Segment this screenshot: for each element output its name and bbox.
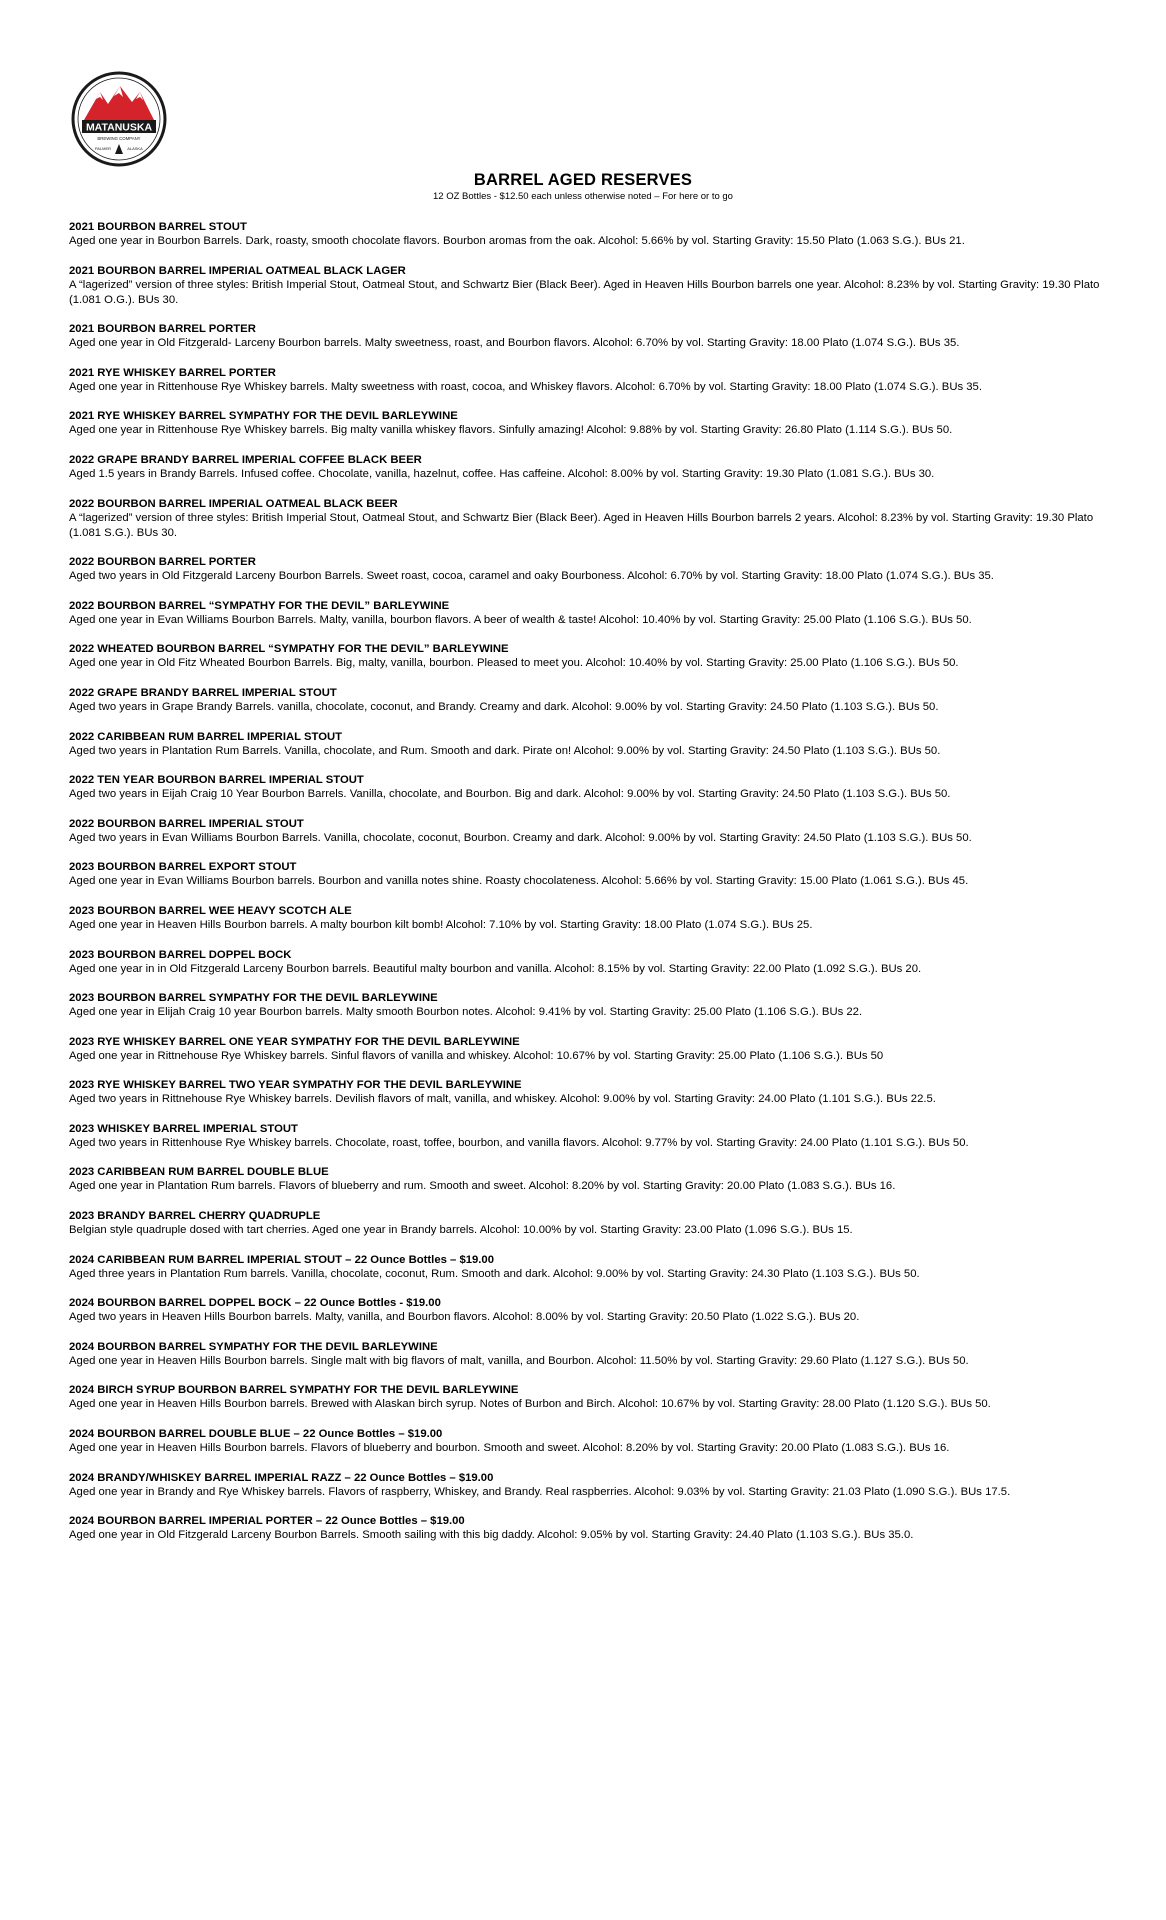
beer-description: Aged 1.5 years in Brandy Barrels. Infused coffee. Chocolate, vanilla, hazelnut, coffee. Has caffeine. Alcohol: 8.00% by vol. Starting Gravity: 19.30 Plato (1.081 S.G.). BUs 30.	[69, 467, 935, 480]
beer-description: Aged one year in in Old Fitzgerald Larceny Bourbon barrels. Beautiful malty bourbon and vanilla. Alcohol: 8.15% by vol. Starting Gravity: 22.00 Plato (1.092 S.G.). BUs 20.	[69, 962, 922, 975]
beer-title: 2024 BIRCH SYRUP BOURBON BARREL SYMPATHY FOR THE DEVIL BARLEYWINE	[69, 1384, 519, 1397]
beer-title: 2022 GRAPE BRANDY BARREL IMPERIAL STOUT	[69, 686, 337, 699]
list-item	[69, 730, 1109, 759]
beer-title: 2024 BOURBON BARREL DOUBLE BLUE – 22 Ounce Bottles – $19.00	[69, 1428, 443, 1441]
beer-list	[69, 220, 1109, 1558]
beer-title: 2022 BOURBON BARREL IMPERIAL STOUT	[69, 817, 304, 830]
beer-description: Aged one year in Bourbon Barrels. Dark, roasty, smooth chocolate flavors. Bourbon aromas from the oak. Alcohol: 5.66% by vol. Starting Gravity: 15.50 Plato (1.063 S.G.). BUs 21.	[69, 235, 965, 247]
beer-description: Aged one year in Brandy and Rye Whiskey barrels. Flavors of raspberry, Whiskey, and Brandy. Real raspberries. Alcohol: 9.03% by vol. Starting Gravity: 21.03 Plato (1.090 S.G.). BUs 17.5.	[69, 1485, 1011, 1498]
beer-description: Aged three years in Plantation Rum barrels. Vanilla, chocolate, coconut, Rum. Smooth and dark. Alcohol: 9.00% by vol. Starting Gravity: 24.30 Plato (1.103 S.G.). BUs 50.	[69, 1267, 920, 1280]
beer-description: Aged one year in Heaven Hills Bourbon barrels. Single malt with big flavors of malt, vanilla, and Bourbon. Alcohol: 11.50% by vol. Starting Gravity: 29.60 Plato (1.127 S.G.). BUs 50.	[69, 1354, 969, 1367]
logo-right-text: ALASKA	[127, 146, 143, 151]
beer-description: A “lagerized” version of three styles: British Imperial Stout, Oatmeal Stout, and Schwartz Bier (Black Beer). Aged in Heaven Hills Bourbon barrels 2 years. Alcohol: 8.23% by vol. Starting Gravity: 19.30 Plato (1.081 S.G.). BUs 30.	[69, 511, 1094, 539]
beer-description: Aged one year in Evan Williams Bourbon Barrels. Malty, vanilla, bourbon flavors. A beer of wealth & taste! Alcohol: 10.40% by vol. Starting Gravity: 25.00 Plato (1.106 S.G.). BUs 50.	[69, 613, 972, 626]
list-item	[69, 948, 1109, 977]
beer-title: 2022 CARIBBEAN RUM BARREL IMPERIAL STOUT	[69, 730, 343, 743]
list-item	[69, 1471, 1109, 1500]
beer-title: 2021 RYE WHISKEY BARREL PORTER	[69, 366, 276, 379]
beer-title: 2022 BOURBON BARREL “SYMPATHY FOR THE DEVIL” BARLEYWINE	[69, 599, 450, 612]
beer-title: 2021 BOURBON BARREL IMPERIAL OATMEAL BLACK LAGER	[69, 264, 406, 277]
list-item	[69, 1165, 1109, 1194]
beer-description: Aged one year in Evan Williams Bourbon barrels. Bourbon and vanilla notes shine. Roasty chocolateness. Alcohol: 5.66% by vol. Starting Gravity: 15.00 Plato (1.061 S.G.). BUs 45.	[69, 875, 969, 888]
list-item	[69, 1209, 1109, 1238]
beer-title: 2022 BOURBON BARREL PORTER	[69, 556, 256, 569]
beer-description: Aged one year in Old Fitz Wheated Bourbon Barrels. Big, malty, vanilla, bourbon. Pleased to meet you. Alcohol: 10.40% by vol. Starting Gravity: 25.00 Plato (1.106 S.G.). BUs 50.	[69, 657, 959, 670]
list-item	[69, 773, 1109, 802]
beer-description: Aged one year in Rittnehouse Rye Whiskey barrels. Sinful flavors of vanilla and whiskey. Alcohol: 10.67% by vol. Starting Gravity: 25.00 Plato (1.106 S.G.). BUs 50	[69, 1049, 884, 1062]
beer-description: Belgian style quadruple dosed with tart cherries. Aged one year in Brandy barrels. Alcohol: 10.00% by vol. Starting Gravity: 23.00 Plato (1.096 S.G.). BUs 15.	[69, 1224, 853, 1237]
beer-description: Aged one year in Rittenhouse Rye Whiskey barrels. Malty sweetness with roast, cocoa, and Whiskey flavors. Alcohol: 6.70% by vol. Starting Gravity: 18.00 Plato (1.074 S.G.). BUs 35.	[69, 380, 982, 393]
list-item	[69, 1340, 1109, 1369]
beer-title: 2021 BOURBON BARREL STOUT	[69, 221, 247, 233]
beer-description: A “lagerized” version of three styles: British Imperial Stout, Oatmeal Stout, and Schwartz Bier (Black Beer). Aged in Heaven Hills Bourbon barrels one year. Alcohol: 8.23% by vol. Starting Gravity: 19.30 Plato (1.081 O.G.). BUs 30.	[69, 278, 1100, 306]
list-item	[69, 322, 1109, 351]
beer-description: Aged two years in Eijah Craig 10 Year Bourbon Barrels. Vanilla, chocolate, and Bourbon. Big and dark. Alcohol: 9.00% by vol. Starting Gravity: 24.50 Plato (1.103 S.G.). BUs 50.	[69, 788, 951, 801]
list-item	[69, 599, 1109, 628]
beer-title: 2022 BOURBON BARREL IMPERIAL OATMEAL BLACK BEER	[69, 497, 398, 510]
list-item	[69, 497, 1109, 541]
list-item	[69, 220, 1109, 249]
beer-description: Aged two years in Rittnehouse Rye Whiskey barrels. Devilish flavors of malt, vanilla, and whiskey. Alcohol: 9.00% by vol. Starting Gravity: 24.00 Plato (1.101 S.G.). BUs 22.5.	[69, 1093, 936, 1106]
beer-title: 2024 BOURBON BARREL SYMPATHY FOR THE DEVIL BARLEYWINE	[69, 1340, 438, 1353]
beer-title: 2023 BRANDY BARREL CHERRY QUADRUPLE	[69, 1210, 321, 1223]
beer-title: 2022 TEN YEAR BOURBON BARREL IMPERIAL STOUT	[69, 774, 364, 787]
beer-title: 2023 BOURBON BARREL SYMPATHY FOR THE DEVIL BARLEYWINE	[69, 992, 438, 1005]
beer-title: 2024 BOURBON BARREL DOPPEL BOCK – 22 Ounce Bottles - $19.00	[69, 1297, 441, 1310]
list-item	[69, 642, 1109, 671]
page-title: BARREL AGED RESERVES	[473, 171, 693, 189]
beer-title: 2023 BOURBON BARREL DOPPEL BOCK	[69, 948, 292, 961]
beer-title: 2023 BOURBON BARREL EXPORT STOUT	[69, 861, 297, 874]
matanuska-logo	[70, 70, 168, 168]
beer-description: Aged two years in Old Fitzgerald Larceny Bourbon Barrels. Sweet roast, cocoa, caramel and oaky Bourboness. Alcohol: 6.70% by vol. Starting Gravity: 18.00 Plato (1.074 S.G.). BUs 35.	[69, 570, 994, 583]
beer-description: Aged two years in Evan Williams Bourbon Barrels. Vanilla, chocolate, coconut, Bourbon. Creamy and dark. Alcohol: 9.00% by vol. Starting Gravity: 24.50 Plato (1.103 S.G.). BUs 50.	[69, 831, 972, 844]
logo-left-text: PALMER	[94, 146, 112, 151]
beer-description: Aged one year in Rittenhouse Rye Whiskey barrels. Big malty vanilla whiskey flavors. Sinfully amazing! Alcohol: 9.88% by vol. Starting Gravity: 26.80 Plato (1.114 S.G.). BUs 50.	[69, 424, 953, 437]
list-item	[69, 860, 1109, 889]
logo-seal-icon	[70, 70, 168, 168]
logo-sub: BREWING COMPANY	[97, 136, 141, 141]
beer-title: 2022 GRAPE BRANDY BARREL IMPERIAL COFFEE BLACK BEER	[69, 453, 422, 466]
page-subtitle: 12 OZ Bottles - $12.50 each unless otherwise noted – For here or to go	[433, 191, 733, 202]
beer-title: 2024 BRANDY/WHISKEY BARREL IMPERIAL RAZZ – 22 Ounce Bottles – $19.00	[69, 1471, 494, 1484]
beer-title: 2021 BOURBON BARREL PORTER	[69, 323, 256, 336]
beer-description: Aged two years in Plantation Rum Barrels. Vanilla, chocolate, and Rum. Smooth and dark. Pirate on! Alcohol: 9.00% by vol. Starting Gravity: 24.50 Plato (1.103 S.G.). BUs 50.	[69, 744, 941, 757]
list-item	[69, 1296, 1109, 1325]
list-item	[69, 1383, 1109, 1412]
beer-description: Aged one year in Old Fitzgerald Larceny Bourbon Barrels. Smooth sailing with this big daddy. Alcohol: 9.05% by vol. Starting Gravity: 24.40 Plato (1.103 S.G.). BUs 35.0.	[69, 1529, 914, 1542]
logo-name: MATANUSKA	[85, 121, 153, 134]
list-item	[69, 991, 1109, 1020]
list-item	[69, 1122, 1109, 1151]
list-item	[69, 264, 1109, 308]
beer-description: Aged one year in Heaven Hills Bourbon barrels. A malty bourbon kilt bomb! Alcohol: 7.10% by vol. Starting Gravity: 18.00 Plato (1.074 S.G.). BUs 25.	[69, 918, 813, 931]
beer-title: 2023 RYE WHISKEY BARREL TWO YEAR SYMPATHY FOR THE DEVIL BARLEYWINE	[69, 1079, 522, 1092]
list-item	[69, 1035, 1109, 1064]
list-item	[69, 817, 1109, 846]
beer-title: 2023 CARIBBEAN RUM BARREL DOUBLE BLUE	[69, 1166, 329, 1179]
beer-title: 2024 CARIBBEAN RUM BARREL IMPERIAL STOUT – 22 Ounce Bottles – $19.00	[69, 1253, 495, 1266]
list-item	[69, 904, 1109, 933]
list-item	[69, 1427, 1109, 1456]
list-item	[69, 409, 1109, 438]
beer-description: Aged one year in Old Fitzgerald- Larceny Bourbon barrels. Malty sweetness, roast, and Bourbon flavors. Alcohol: 6.70% by vol. Starting Gravity: 18.00 Plato (1.074 S.G.). BUs 35.	[69, 337, 960, 350]
beer-description: Aged two years in Rittenhouse Rye Whiskey barrels. Chocolate, roast, toffee, bourbon, and vanilla flavors. Alcohol: 9.77% by vol. Starting Gravity: 24.00 Plato (1.101 S.G.). BUs 50.	[69, 1136, 969, 1149]
beer-description: Aged two years in Grape Brandy Barrels. vanilla, chocolate, coconut, and Brandy. Creamy and dark. Alcohol: 9.00% by vol. Starting Gravity: 24.50 Plato (1.103 S.G.). BUs 50.	[69, 700, 939, 713]
list-item	[69, 1514, 1109, 1543]
beer-title: 2023 RYE WHISKEY BARREL ONE YEAR SYMPATHY FOR THE DEVIL BARLEYWINE	[69, 1035, 520, 1048]
list-item	[69, 1253, 1109, 1282]
beer-description: Aged one year in Plantation Rum barrels. Flavors of blueberry and rum. Smooth and sweet. Alcohol: 8.20% by vol. Starting Gravity: 20.00 Plato (1.083 S.G.). BUs 16.	[69, 1180, 896, 1193]
list-item	[69, 686, 1109, 715]
beer-description: Aged one year in Elijah Craig 10 year Bourbon barrels. Malty smooth Bourbon notes. Alcohol: 9.41% by vol. Starting Gravity: 25.00 Plato (1.106 S.G.). BUs 22.	[69, 1006, 863, 1019]
beer-title: 2023 WHISKEY BARREL IMPERIAL STOUT	[69, 1122, 298, 1135]
beer-title: 2022 WHEATED BOURBON BARREL “SYMPATHY FOR THE DEVIL” BARLEYWINE	[69, 643, 509, 656]
list-item	[69, 453, 1109, 482]
beer-title: 2021 RYE WHISKEY BARREL SYMPATHY FOR THE DEVIL BARLEYWINE	[69, 410, 458, 423]
beer-description: Aged one year in Heaven Hills Bourbon barrels. Brewed with Alaskan birch syrup. Notes of Burbon and Birch. Alcohol: 10.67% by vol. Starting Gravity: 28.00 Plato (1.120 S.G.). BUs 50.	[69, 1398, 991, 1411]
beer-description: Aged two years in Heaven Hills Bourbon barrels. Malty, vanilla, and Bourbon flavors. Alcohol: 8.00% by vol. Starting Gravity: 20.50 Plato (1.022 S.G.). BUs 20.	[69, 1311, 860, 1324]
beer-title: 2024 BOURBON BARREL IMPERIAL PORTER – 22 Ounce Bottles – $19.00	[69, 1515, 465, 1528]
list-item	[69, 555, 1109, 584]
menu-heading	[0, 170, 1166, 203]
beer-description: Aged one year in Heaven Hills Bourbon barrels. Flavors of blueberry and bourbon. Smooth and sweet. Alcohol: 8.20% by vol. Starting Gravity: 20.00 Plato (1.083 S.G.). BUs 16.	[69, 1442, 950, 1455]
beer-title: 2023 BOURBON BARREL WEE HEAVY SCOTCH ALE	[69, 904, 352, 917]
list-item	[69, 366, 1109, 395]
list-item	[69, 1078, 1109, 1107]
